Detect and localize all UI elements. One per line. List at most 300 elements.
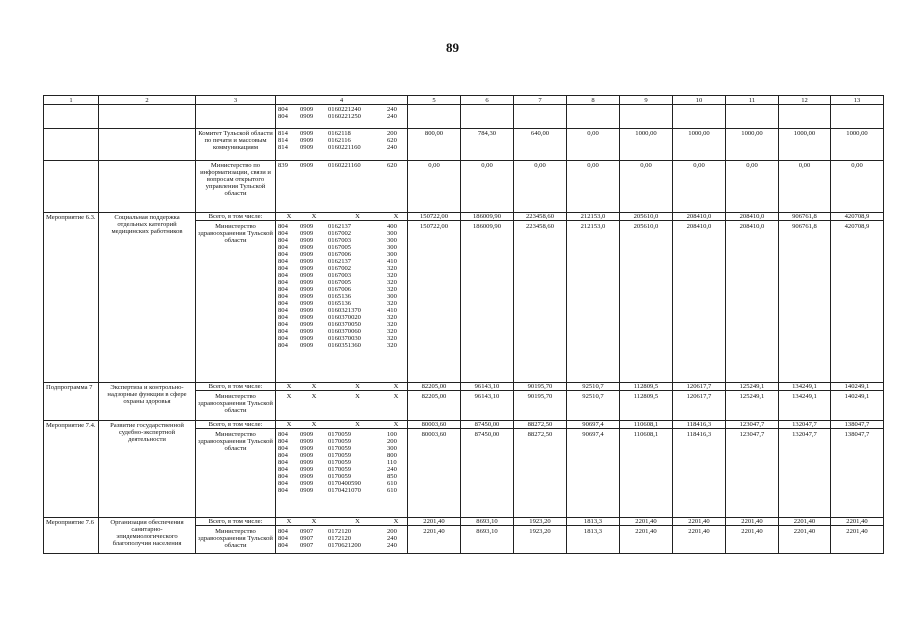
- code-cell: 0909: [300, 314, 314, 321]
- value: 140249,1: [831, 383, 883, 391]
- row-executor: [196, 383, 276, 421]
- value: 112809,5: [620, 383, 672, 391]
- value-cell-col-7: [514, 129, 567, 161]
- column-header-4: 4: [276, 96, 408, 105]
- executor-name: Министерство по информатизации, связи и вопросам открытого управления Тульской области: [200, 162, 271, 197]
- row-executor: [196, 213, 276, 383]
- row-item-label: Мероприятие 7.6: [44, 518, 99, 554]
- code-line: [278, 293, 405, 300]
- code-cell: 100: [387, 431, 397, 438]
- code-cell: 0170400590: [328, 480, 361, 487]
- value-cell-col-10: [673, 421, 726, 518]
- row-executor: [196, 518, 276, 554]
- value-cell-col-6: [461, 161, 514, 213]
- code-cell: 804: [278, 445, 288, 452]
- value-cell-col-11: [726, 383, 779, 421]
- code-cell: 0165136: [328, 300, 352, 307]
- code-cell: 240: [387, 542, 397, 549]
- row-description: Экспертиза и контрольно-надзорные функции в сфере охраны здоровья: [99, 383, 196, 421]
- code-line: [278, 480, 405, 487]
- value-cell-col-13: [831, 105, 884, 129]
- value-cell-col-10: [673, 161, 726, 213]
- row-item-label: [44, 105, 99, 129]
- value: 1000,00: [741, 130, 763, 137]
- budget-codes: [276, 105, 408, 129]
- code-cell: 0909: [300, 251, 314, 258]
- code-cell: 0172120: [328, 535, 352, 542]
- code-cell: 0170059: [328, 459, 352, 466]
- code-cell: 804: [278, 293, 288, 300]
- value: 0,00: [640, 162, 652, 169]
- code-cell: 0162137: [328, 223, 352, 230]
- code-cell: 804: [278, 307, 288, 314]
- value: 87450,00: [461, 421, 513, 429]
- value: 82205,00: [408, 383, 460, 391]
- value: 140249,1: [844, 393, 870, 400]
- code-line: [278, 431, 405, 438]
- code-line: [278, 321, 405, 328]
- code-cell: 0167006: [328, 251, 352, 258]
- code-cell: 300: [387, 251, 397, 258]
- code-cell: 839: [278, 162, 288, 169]
- value: 0,00: [534, 162, 546, 169]
- code-cell: 0160370060: [328, 328, 361, 335]
- code-cell: 0170059: [328, 452, 352, 459]
- value-cell-col-6: [461, 105, 514, 129]
- code-cell: 300: [387, 244, 397, 251]
- value-cell-col-5: [408, 129, 461, 161]
- value-cell-col-6: [461, 129, 514, 161]
- code-line: [278, 162, 405, 169]
- value-cell-col-11: [726, 518, 779, 554]
- executor-name: Министерство здравоохранения Тульской области: [198, 431, 273, 452]
- code-cell: 0909: [300, 342, 314, 349]
- code-cell: 0909: [300, 445, 314, 452]
- value-cell-col-5: [408, 518, 461, 554]
- value-cell-col-7: [514, 383, 567, 421]
- code-cell: X: [355, 383, 360, 390]
- value: 92510,7: [567, 383, 619, 391]
- code-cell: X: [286, 383, 292, 390]
- value: 208410,0: [673, 213, 725, 221]
- value: 2201,40: [423, 528, 445, 535]
- value-cell-col-13: [831, 518, 884, 554]
- code-cell: 320: [387, 279, 397, 286]
- code-cell: 804: [278, 272, 288, 279]
- code-cell: X: [355, 518, 360, 525]
- value: 0,00: [798, 162, 811, 169]
- code-cell: 804: [278, 438, 288, 445]
- code-cell: 0909: [300, 286, 314, 293]
- value: 640,00: [530, 130, 550, 137]
- code-line: [278, 328, 405, 335]
- budget-table: [43, 95, 884, 554]
- code-line: [276, 421, 407, 429]
- code-cell: 0909: [300, 162, 314, 169]
- code-cell: 0909: [300, 237, 314, 244]
- code-cell: 804: [278, 542, 288, 549]
- code-cell: 804: [278, 279, 288, 286]
- value: 120617,7: [686, 393, 712, 400]
- value: 8693,10: [461, 518, 513, 526]
- value-cell-col-5: [408, 105, 461, 129]
- code-line: [278, 286, 405, 293]
- value-cell-col-11: [726, 161, 779, 213]
- code-cell: 804: [278, 528, 288, 535]
- row-item-label: Подпрограмма 7: [44, 383, 99, 421]
- value: 112809,5: [633, 393, 659, 400]
- value-cell-col-6: [461, 383, 514, 421]
- code-cell: 804: [278, 480, 288, 487]
- value: 1923,20: [514, 518, 566, 526]
- value: 132047,7: [792, 431, 817, 438]
- budget-codes: [276, 161, 408, 213]
- value: 88272,50: [514, 421, 566, 429]
- code-cell: 610: [387, 487, 397, 494]
- code-cell: 804: [278, 487, 288, 494]
- code-cell: 240: [387, 466, 397, 473]
- code-line: [278, 300, 405, 307]
- value-cell-col-7: [514, 213, 567, 383]
- code-cell: 400: [387, 223, 397, 230]
- code-cell: X: [286, 421, 292, 428]
- code-line: [278, 393, 405, 400]
- code-cell: 0170059: [328, 438, 352, 445]
- value: 0,00: [693, 162, 705, 169]
- value-cell-col-8: [567, 213, 620, 383]
- code-line: [278, 487, 405, 494]
- value: 8693,10: [476, 528, 498, 535]
- code-cell: X: [393, 421, 399, 428]
- code-cell: 0160370030: [328, 335, 361, 342]
- code-cell: 0909: [300, 223, 314, 230]
- code-cell: 0170421070: [328, 487, 361, 494]
- value-cell-col-7: [514, 105, 567, 129]
- value: 2201,40: [793, 528, 816, 535]
- value: 1000,00: [793, 130, 816, 137]
- value: 2201,40: [779, 518, 830, 526]
- page-number: 89: [446, 40, 459, 55]
- value: 186009,90: [461, 213, 513, 221]
- value-cell-col-12: [779, 129, 831, 161]
- code-cell: 0167003: [328, 237, 352, 244]
- code-line: [278, 230, 405, 237]
- value-cell-col-11: [726, 421, 779, 518]
- value: 205610,0: [633, 223, 659, 230]
- code-cell: 0162116: [328, 137, 351, 144]
- code-cell: 804: [278, 321, 288, 328]
- value-cell-col-12: [779, 105, 831, 129]
- row-item-label: Мероприятие 7.4.: [44, 421, 99, 518]
- code-cell: 0170059: [328, 473, 352, 480]
- code-cell: 110: [387, 459, 397, 466]
- value: 110608,1: [620, 421, 672, 429]
- code-line: [278, 137, 405, 144]
- code-line: [278, 307, 405, 314]
- code-cell: X: [311, 213, 317, 220]
- code-cell: 410: [387, 258, 397, 265]
- code-cell: 200: [387, 130, 397, 137]
- code-line: [278, 466, 405, 473]
- code-line: [278, 542, 405, 549]
- value: 1000,00: [688, 130, 710, 137]
- code-cell: 320: [387, 342, 397, 349]
- code-cell: 804: [278, 459, 288, 466]
- table-row: [44, 213, 884, 383]
- value: 132047,7: [779, 421, 830, 429]
- value: 80003,60: [421, 431, 447, 438]
- code-cell: 804: [278, 335, 288, 342]
- value-cell-col-6: [461, 518, 514, 554]
- value-cell-col-13: [831, 421, 884, 518]
- code-line: [278, 535, 405, 542]
- code-cell: 620: [387, 162, 397, 169]
- code-cell: 320: [387, 300, 397, 307]
- column-header-10: 10: [673, 96, 726, 105]
- value-cell-col-9: [620, 213, 673, 383]
- code-cell: 850: [387, 473, 397, 480]
- value: 1000,00: [846, 130, 868, 137]
- table-row: [44, 383, 884, 421]
- code-line: [278, 237, 405, 244]
- code-cell: X: [311, 393, 317, 400]
- column-header-3: 3: [196, 96, 276, 105]
- value-cell-col-9: [620, 129, 673, 161]
- code-line: [278, 459, 405, 466]
- code-line: [278, 113, 405, 120]
- value: 0,00: [587, 162, 599, 169]
- value-cell-col-7: [514, 421, 567, 518]
- value: 118416,3: [686, 431, 712, 438]
- code-cell: 0162137: [328, 258, 352, 265]
- value: 212153,0: [580, 223, 606, 230]
- value: 134249,1: [779, 383, 830, 391]
- code-cell: 804: [278, 286, 288, 293]
- code-cell: 804: [278, 473, 288, 480]
- total-label: Всего, в том числе:: [196, 421, 275, 429]
- budget-codes: [276, 129, 408, 161]
- value: 420708,9: [844, 223, 870, 230]
- code-cell: X: [393, 393, 399, 400]
- code-cell: 0909: [300, 452, 314, 459]
- code-line: [278, 223, 405, 230]
- column-header-8: 8: [567, 96, 620, 105]
- value: 205610,0: [620, 213, 672, 221]
- code-cell: 804: [278, 466, 288, 473]
- code-cell: 0907: [300, 542, 314, 549]
- value-cell-col-9: [620, 161, 673, 213]
- value: 134249,1: [792, 393, 817, 400]
- row-description: Организация обеспечения санитарно-эпидемиологического благополучия населения: [99, 518, 196, 554]
- code-cell: 320: [387, 314, 397, 321]
- value: 120617,7: [673, 383, 725, 391]
- value: 123047,7: [739, 431, 765, 438]
- code-cell: 804: [278, 113, 288, 120]
- value: 0,00: [481, 162, 493, 169]
- code-line: [276, 518, 407, 526]
- code-cell: 200: [387, 438, 397, 445]
- budget-codes: [276, 518, 408, 554]
- code-cell: 620: [387, 137, 397, 144]
- value: 90195,70: [527, 393, 553, 400]
- code-cell: 0170621200: [328, 542, 361, 549]
- code-cell: 0909: [300, 279, 314, 286]
- value: 208410,0: [739, 223, 765, 230]
- column-header-12: 12: [779, 96, 831, 105]
- code-cell: 0167002: [328, 230, 352, 237]
- value: 150722,00: [408, 213, 460, 221]
- row-description: [99, 105, 196, 129]
- code-cell: 0909: [300, 265, 314, 272]
- code-cell: 814: [278, 144, 288, 151]
- code-cell: X: [286, 518, 292, 525]
- code-cell: X: [286, 213, 292, 220]
- code-cell: 0907: [300, 535, 314, 542]
- value-cell-col-13: [831, 129, 884, 161]
- code-cell: 0909: [300, 230, 314, 237]
- code-cell: X: [311, 518, 317, 525]
- code-line: [278, 452, 405, 459]
- code-cell: 804: [278, 265, 288, 272]
- value-cell-col-11: [726, 213, 779, 383]
- column-header-5: 5: [408, 96, 461, 105]
- budget-codes: [276, 383, 408, 421]
- code-line: [278, 473, 405, 480]
- value-cell-col-7: [514, 518, 567, 554]
- row-executor: [196, 129, 276, 161]
- value: 80003,60: [408, 421, 460, 429]
- code-line: [278, 265, 405, 272]
- value-cell-col-5: [408, 421, 461, 518]
- code-cell: 0160351360: [328, 342, 361, 349]
- code-cell: 320: [387, 286, 397, 293]
- code-cell: 804: [278, 223, 288, 230]
- code-cell: 320: [387, 328, 397, 335]
- code-cell: X: [393, 383, 399, 390]
- code-cell: 0909: [300, 272, 314, 279]
- value: 784,30: [477, 130, 497, 137]
- row-description: Социальная поддержка отдельных категорий медицинских работников: [99, 213, 196, 383]
- row-description: [99, 161, 196, 213]
- value: 208410,0: [726, 213, 778, 221]
- value: 96143,10: [474, 393, 500, 400]
- code-cell: 0167002: [328, 265, 352, 272]
- code-cell: 0170059: [328, 445, 352, 452]
- code-cell: X: [355, 213, 360, 220]
- value-cell-col-10: [673, 129, 726, 161]
- value: 138047,7: [844, 431, 870, 438]
- code-cell: 0162118: [328, 130, 351, 137]
- code-cell: 0170059: [328, 431, 352, 438]
- value: 1813,3: [567, 518, 619, 526]
- code-cell: 300: [387, 230, 397, 237]
- code-cell: 0167006: [328, 286, 352, 293]
- code-line: [278, 438, 405, 445]
- executor-name: Комитет Тульской области по печати и массовым коммуникациям: [198, 130, 273, 151]
- value-cell-col-6: [461, 421, 514, 518]
- value: 0,00: [851, 162, 863, 169]
- value-cell-col-8: [567, 383, 620, 421]
- value: 223458,60: [514, 213, 566, 221]
- total-label: Всего, в том числе:: [196, 213, 275, 221]
- code-cell: 0907: [300, 528, 314, 535]
- budget-codes: [276, 421, 408, 518]
- value: 87450,00: [474, 431, 500, 438]
- value-cell-col-11: [726, 105, 779, 129]
- value-cell-col-5: [408, 383, 461, 421]
- value: 2201,40: [741, 528, 763, 535]
- total-label: Всего, в том числе:: [196, 383, 275, 391]
- code-cell: 0909: [300, 466, 314, 473]
- code-cell: 0909: [300, 307, 314, 314]
- code-cell: 0909: [300, 258, 314, 265]
- value: 0,00: [428, 162, 440, 169]
- code-cell: X: [311, 383, 317, 390]
- executor-name: Министерство здравоохранения Тульской области: [198, 223, 273, 244]
- code-cell: 240: [387, 144, 397, 151]
- code-cell: 240: [387, 535, 397, 542]
- value: 0,00: [587, 130, 599, 137]
- code-cell: 814: [278, 130, 288, 137]
- value-cell-col-10: [673, 213, 726, 383]
- value: 118416,3: [673, 421, 725, 429]
- code-cell: 804: [278, 106, 288, 113]
- code-cell: 0160321370: [328, 307, 361, 314]
- executor-name: Министерство здравоохранения Тульской области: [198, 528, 273, 549]
- value: 2201,40: [726, 518, 778, 526]
- code-cell: 804: [278, 230, 288, 237]
- value-cell-col-13: [831, 383, 884, 421]
- value: 150722,00: [419, 223, 449, 230]
- code-cell: 804: [278, 535, 288, 542]
- value: 110608,1: [633, 431, 659, 438]
- code-cell: 300: [387, 445, 397, 452]
- value: 96143,10: [461, 383, 513, 391]
- code-cell: 804: [278, 314, 288, 321]
- code-cell: 0167005: [328, 244, 352, 251]
- executor-name: Министерство здравоохранения Тульской области: [198, 393, 273, 414]
- code-cell: 0167003: [328, 272, 352, 279]
- code-cell: 320: [387, 272, 397, 279]
- value-cell-col-9: [620, 105, 673, 129]
- code-cell: 804: [278, 300, 288, 307]
- code-line: [278, 144, 405, 151]
- code-cell: 0160221160: [328, 144, 361, 151]
- value: 906761,8: [792, 223, 817, 230]
- code-cell: 0160221250: [328, 113, 361, 120]
- code-cell: 300: [387, 237, 397, 244]
- value-cell-col-5: [408, 213, 461, 383]
- value: 90697,4: [582, 431, 604, 438]
- code-cell: 320: [387, 321, 397, 328]
- value: 208410,0: [686, 223, 712, 230]
- code-line: [278, 314, 405, 321]
- code-cell: 0909: [300, 431, 314, 438]
- value: 92510,7: [582, 393, 604, 400]
- code-line: [278, 130, 405, 137]
- value: 1923,20: [529, 528, 551, 535]
- code-cell: X: [393, 213, 399, 220]
- budget-codes: [276, 213, 408, 383]
- value-cell-col-13: [831, 213, 884, 383]
- code-cell: 240: [387, 106, 397, 113]
- row-executor: [196, 161, 276, 213]
- code-line: [278, 528, 405, 535]
- value: 906761,8: [779, 213, 830, 221]
- code-cell: 0160221240: [328, 106, 361, 113]
- code-cell: 804: [278, 431, 288, 438]
- header-row: [44, 96, 884, 105]
